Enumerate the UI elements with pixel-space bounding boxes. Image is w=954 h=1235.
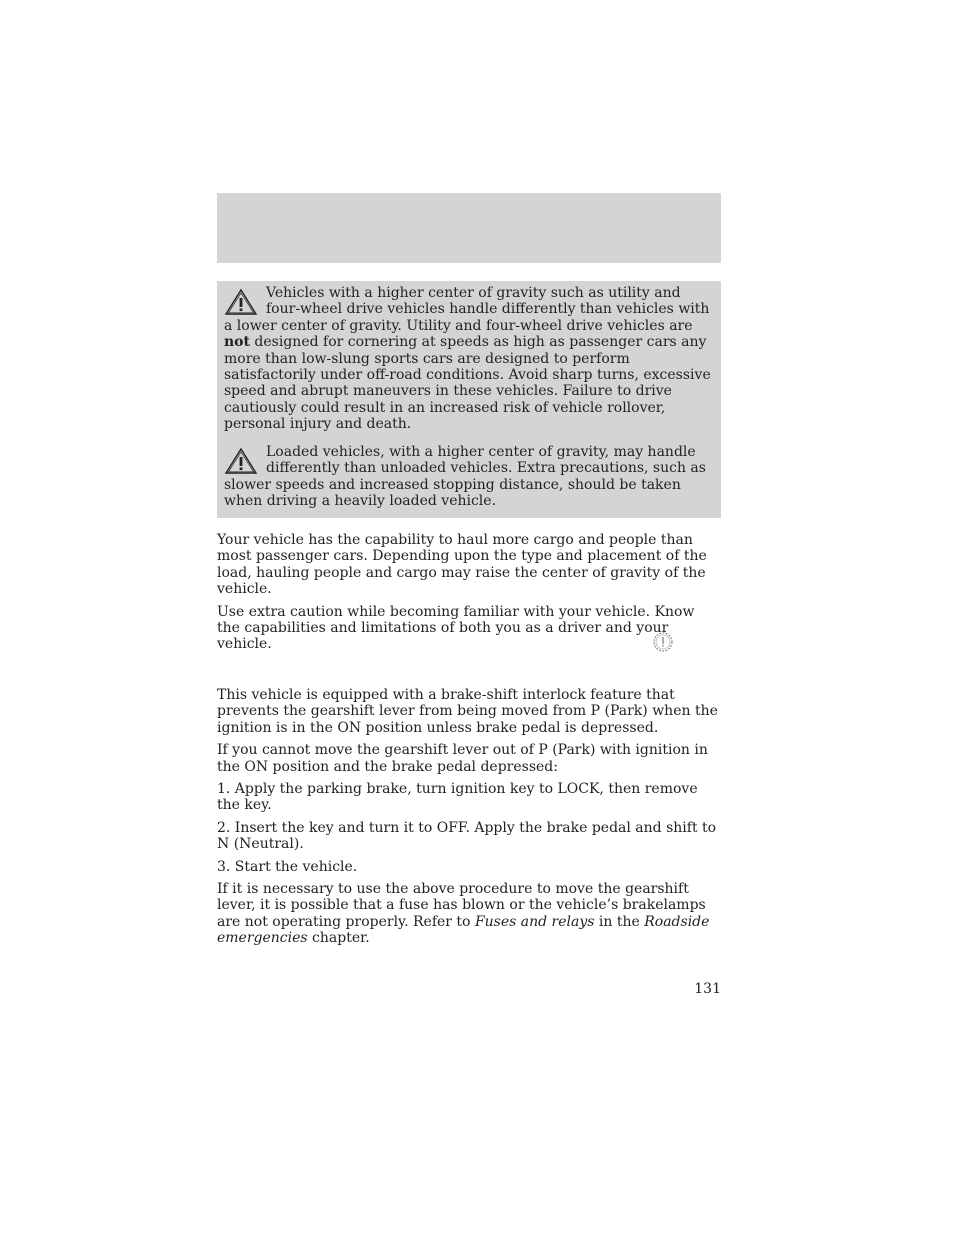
- page-number: 131: [694, 981, 721, 997]
- warning-triangle-icon: [224, 447, 258, 475]
- warning-emphasis: not: [224, 334, 250, 351]
- step-item: 3. Start the vehicle.: [217, 858, 358, 875]
- step-item: 2. Insert the key and turn it to OFF. Apply the brake pedal and shift to N (Neutral).: [217, 819, 717, 853]
- text-part: in the: [594, 913, 645, 930]
- warning-text-part: designed for cornering at speeds as high as passenger cars any more than low-slung sports cars are designed to perform satisfactorily under off-road conditions. Avoid sharp turns, excessive speed and abrupt maneuvers in these vehicles. Failure to drive cautiously could result in an increased risk of vehicle rollover, personal injury and death.: [224, 334, 711, 433]
- paragraph: Use extra caution while becoming familiar with your vehicle. Know the capabilities and limitations of both you as a driver and your vehicle.: [217, 603, 695, 653]
- brake-shift-section: [217, 687, 721, 953]
- warning-text: Loaded vehicles, with a higher center of gravity, may handle differently than unloaded vehicles. Extra precautions, such as slower speeds and increased stopping distance, should be taken when driving a heavily loaded vehicle.: [224, 444, 706, 510]
- warning-box-rollover: [217, 281, 721, 441]
- section-header-band: [217, 193, 721, 263]
- paragraph: This vehicle is equipped with a brake-shift interlock feature that prevents the gearshift lever from being moved from P (Park) when the ignition is in the ON position unless brake pedal is depressed.: [217, 687, 718, 736]
- cross-reference: Roadside emergencies: [217, 913, 710, 947]
- warning-text-part: Vehicles with a higher center of gravity such as utility and four-wheel drive vehicles handle differently than vehicles with a lower center of gravity. Utility and four-wheel drive vehicles are: [224, 285, 710, 334]
- warning-box-loaded: [217, 440, 721, 518]
- text-part: If it is necessary to use the above procedure to move the gearshift lever, it is possible that a fuse has blown or the vehicle’s brakelamps are not operating properly. Refer to: [217, 881, 706, 930]
- paragraph: [217, 881, 721, 947]
- paragraph: If you cannot move the gearshift lever out of P (Park) with ignition in the ON position and the brake pedal depressed:: [217, 742, 708, 775]
- paragraph: Your vehicle has the capability to haul more cargo and people than most passenger cars. Depending upon the type and placement of the load, hauling people and cargo may raise the center of gravity of the vehicle.: [217, 532, 707, 598]
- cross-reference: Fuses and relays: [474, 913, 595, 930]
- step-item: 1. Apply the parking brake, turn ignition key to LOCK, then remove the key.: [217, 781, 698, 814]
- cargo-section: [217, 532, 721, 659]
- warning-triangle-icon: [224, 288, 258, 316]
- text-part: chapter.: [307, 930, 370, 947]
- gear-icon: [651, 630, 675, 654]
